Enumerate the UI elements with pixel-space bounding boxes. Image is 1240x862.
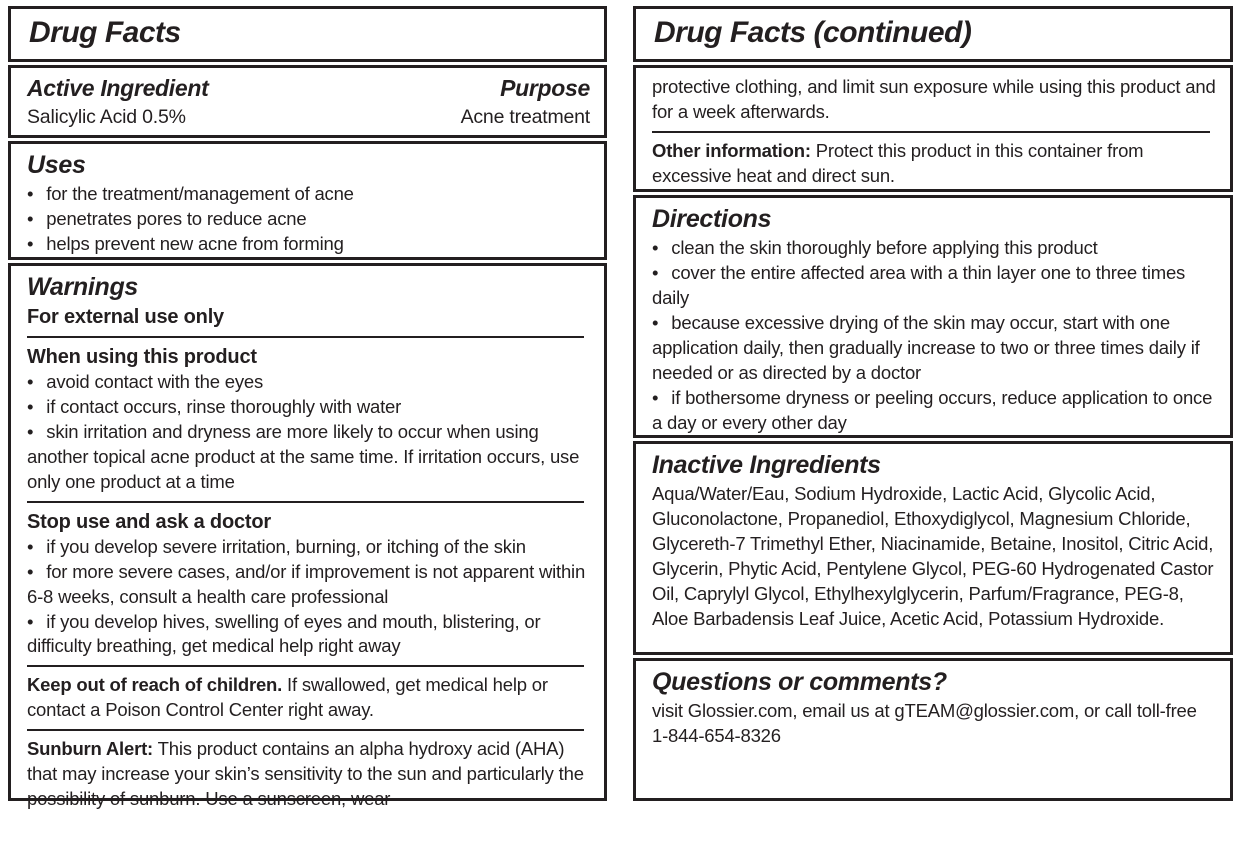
- bullet-icon: •: [27, 560, 34, 582]
- uses-heading: Uses: [27, 151, 86, 179]
- bullet-icon: •: [27, 535, 34, 557]
- bullet-item: [27, 207, 590, 232]
- purpose-value: Acne treatment: [460, 105, 590, 128]
- right-panel: [633, 6, 1233, 801]
- sunburn-alert-label: Sunburn Alert:: [27, 738, 154, 760]
- directions-bullet-list: [652, 236, 1216, 436]
- bullet-icon: •: [652, 261, 659, 283]
- bullet-item: [652, 311, 1216, 386]
- divider: [27, 665, 584, 667]
- keep-out-label: Keep out of reach of children.: [27, 674, 283, 696]
- stop-use-label: Stop use and ask a doctor: [27, 510, 271, 533]
- divider: [27, 729, 584, 731]
- bullet-item: [652, 386, 1216, 436]
- bullet-text: avoid contact with the eyes: [46, 370, 264, 392]
- inactive-ingredients-heading: Inactive Ingredients: [652, 451, 881, 479]
- bullet-item: [27, 610, 590, 660]
- when-using-bullet-list: [27, 370, 590, 495]
- left-panel: [8, 6, 607, 810]
- sunburn-alert-text: This product contains an alpha hydroxy acid (AHA) that may increase your skin’s sensitivity to the sun and particularly the possibility of sunburn. Use a sunscreen, wear: [27, 738, 584, 810]
- bullet-icon: •: [27, 182, 34, 204]
- inactive-ingredients-text: Aqua/Water/Eau, Sodium Hydroxide, Lactic Acid, Glycolic Acid, Gluconolactone, Propanediol, Ethoxydiglycol, Magnesium Chloride, Glycereth-7 Trimethyl Ether, Niacinamide, Betaine, Inositol, Citric Acid, Glycerin, Phytic Acid, Pentylene Glycol, PEG-60 Hydrogenated Castor Oil, Caprylyl Glycol, Ethylhexylglycerin, Parfum/Fragrance, PEG-8, Aloe Barbadensis Leaf Juice, Acetic Acid, Potassium Hydroxide.: [652, 482, 1214, 629]
- bullet-icon: •: [27, 420, 34, 442]
- questions-section: [633, 658, 1233, 801]
- divider: [27, 501, 584, 503]
- sunburn-continued-section: [633, 65, 1233, 192]
- bullet-icon: •: [27, 370, 34, 392]
- warnings-heading: Warnings: [27, 273, 139, 301]
- external-use-statement: For external use only: [27, 305, 224, 328]
- bullet-item: [652, 261, 1216, 311]
- drug-facts-continued-title: Drug Facts (continued): [654, 16, 972, 49]
- bullet-item: [27, 182, 590, 207]
- sunburn-alert-paragraph: [27, 737, 590, 812]
- uses-bullet-list: [27, 182, 590, 257]
- sunburn-continued-text: protective clothing, and limit sun exposure while using this product and for a week afterwards.: [652, 76, 1216, 122]
- divider: [27, 336, 584, 338]
- keep-out-of-reach-paragraph: [27, 673, 590, 723]
- inactive-ingredients-section: [633, 441, 1233, 655]
- drug-facts-title-box: [8, 6, 607, 62]
- bullet-item: [27, 395, 590, 420]
- other-information-label: Other information:: [652, 139, 811, 161]
- drug-facts-continued-title-box: [633, 6, 1233, 62]
- bullet-text: if bothersome dryness or peeling occurs, reduce application to once a day or every other day: [652, 386, 1213, 433]
- directions-heading: Directions: [652, 205, 772, 233]
- bullet-icon: •: [652, 236, 659, 258]
- bullet-text: clean the skin thoroughly before applying this product: [671, 236, 1098, 258]
- bullet-text: for more severe cases, and/or if improvement is not apparent within 6-8 weeks, consult a health care professional: [27, 560, 586, 607]
- stop-use-bullet-list: [27, 535, 590, 660]
- bullet-item: [27, 232, 590, 257]
- other-information-text: Protect this product in this container from excessive heat and direct sun.: [652, 139, 1144, 186]
- bullet-icon: •: [652, 386, 659, 408]
- warnings-section: [8, 263, 607, 810]
- purpose-heading: Purpose: [500, 75, 590, 101]
- bullet-item: [27, 560, 590, 610]
- active-ingredient-section: [8, 65, 607, 138]
- bullet-item: [27, 420, 590, 495]
- bullet-text: because excessive drying of the skin may occur, start with one application daily, then gradually increase to two or three times daily if needed or as directed by a doctor: [652, 311, 1200, 383]
- bullet-text: if contact occurs, rinse thoroughly with water: [46, 395, 402, 417]
- bullet-item: [27, 370, 590, 395]
- bullet-icon: •: [652, 311, 659, 333]
- questions-heading: Questions or comments?: [652, 668, 947, 696]
- questions-text: visit Glossier.com, email us at gTEAM@glossier.com, or call toll-free 1-844-654-8326: [652, 699, 1197, 746]
- bullet-icon: •: [27, 395, 34, 417]
- bullet-text: penetrates pores to reduce acne: [46, 207, 307, 229]
- bullet-text: skin irritation and dryness are more likely to occur when using another topical acne product at the same time. If irritation occurs, use only one product at a time: [27, 420, 580, 492]
- bullet-icon: •: [27, 610, 34, 632]
- active-ingredient-value: Salicylic Acid 0.5%: [27, 105, 186, 128]
- bullet-text: cover the entire affected area with a thin layer one to three times daily: [652, 261, 1186, 308]
- bullet-item: [652, 236, 1216, 261]
- bullet-text: helps prevent new acne from forming: [46, 232, 344, 254]
- keep-out-text: If swallowed, get medical help or contact a Poison Control Center right away.: [27, 674, 548, 721]
- uses-section: [8, 141, 607, 260]
- directions-section: [633, 195, 1233, 438]
- other-information-paragraph: [652, 139, 1216, 189]
- active-ingredient-heading: Active Ingredient: [27, 75, 209, 101]
- bullet-text: if you develop severe irritation, burning, or itching of the skin: [46, 535, 526, 557]
- divider: [652, 131, 1210, 133]
- bullet-item: [27, 535, 590, 560]
- bullet-text: if you develop hives, swelling of eyes and mouth, blistering, or difficulty breathing, get medical help right away: [27, 610, 541, 657]
- drug-facts-title: Drug Facts: [29, 16, 181, 49]
- bullet-icon: •: [27, 207, 34, 229]
- bullet-icon: •: [27, 232, 34, 254]
- bullet-text: for the treatment/management of acne: [46, 182, 354, 204]
- when-using-label: When using this product: [27, 345, 257, 368]
